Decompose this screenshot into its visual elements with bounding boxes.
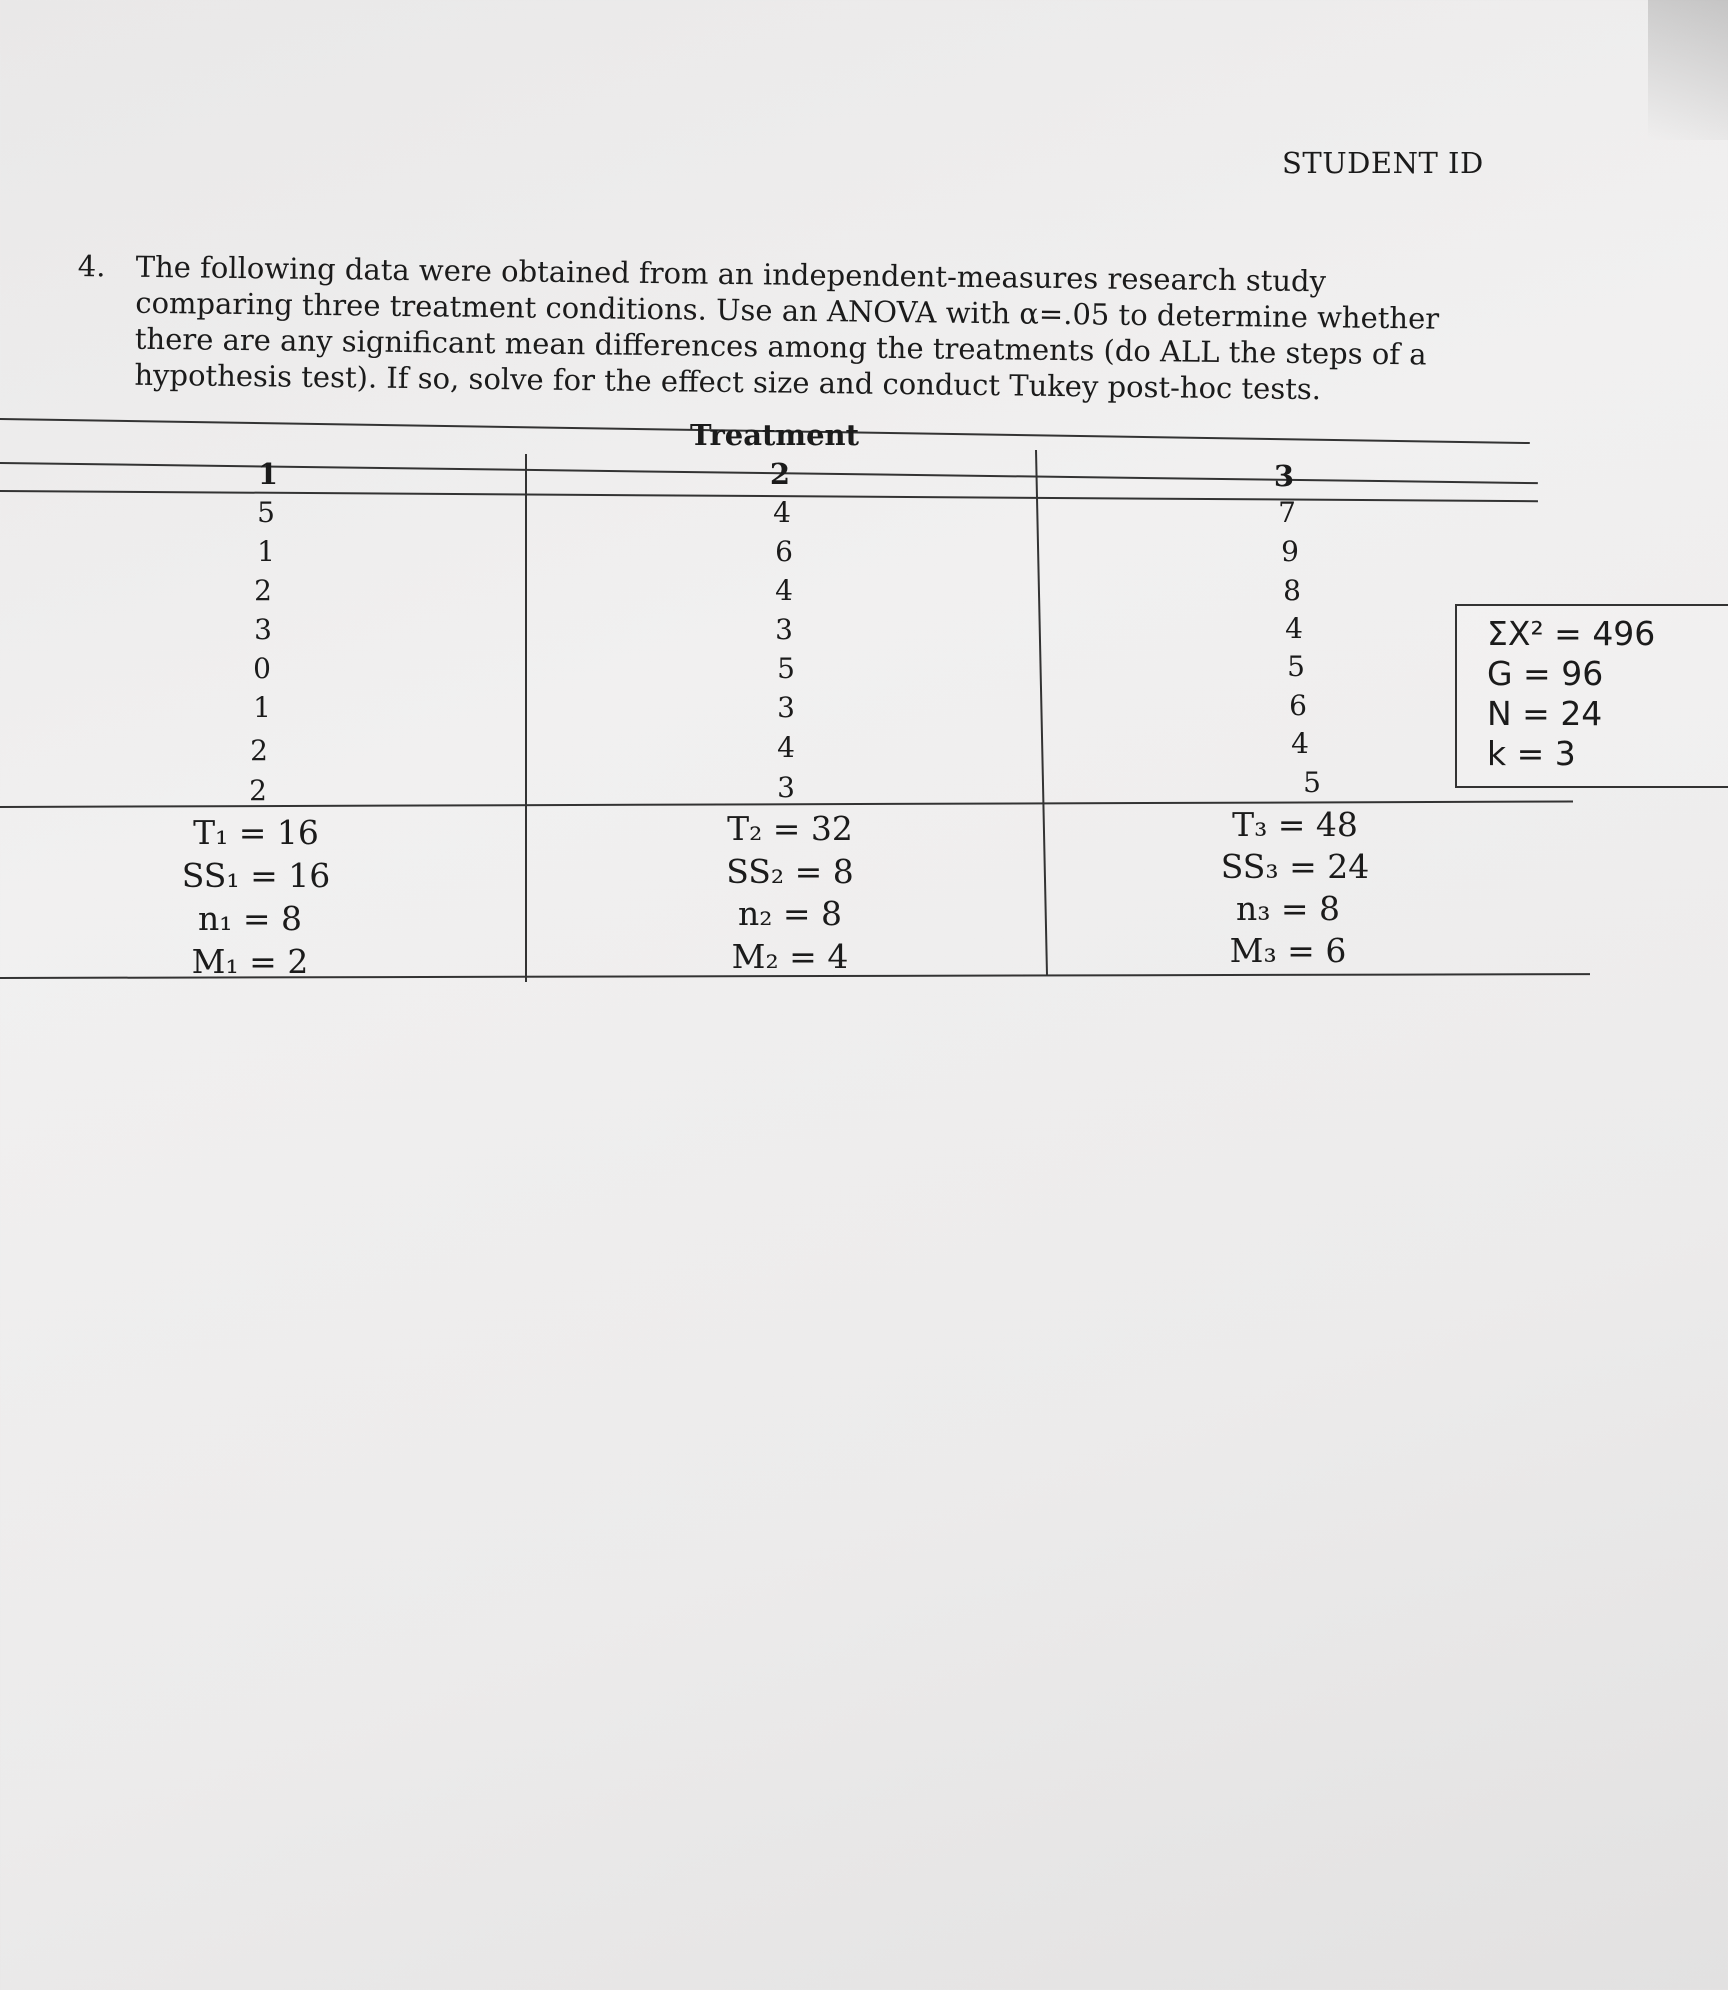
column-header-2: 2	[769, 457, 791, 491]
mean-t3: M₃ = 6	[1229, 931, 1347, 970]
score-t2-r3: 4	[775, 574, 793, 607]
question-text	[134, 249, 1576, 411]
score-t1-r3: 2	[254, 574, 272, 607]
score-t2-r8: 3	[777, 771, 795, 804]
score-t1-r1: 5	[257, 496, 275, 529]
table-title: Treatment	[690, 418, 860, 452]
score-t1-r6: 1	[253, 691, 271, 724]
score-t1-r5: 0	[253, 652, 271, 685]
column-divider-1	[525, 454, 527, 982]
sum-x-squared: ΣX² = 496	[1487, 614, 1656, 653]
column-header-1: 1	[257, 457, 279, 491]
summary-box	[1455, 604, 1728, 788]
score-t1-r7: 2	[250, 734, 268, 767]
score-t2-r2: 6	[775, 535, 793, 568]
score-t3-r7: 4	[1291, 727, 1309, 760]
score-t3-r6: 6	[1289, 689, 1307, 722]
n-t1: n₁ = 8	[197, 899, 303, 938]
mean-t2: M₂ = 4	[731, 937, 849, 976]
mean-t1: M₁ = 2	[191, 942, 309, 981]
question-line-2: comparing three treatment conditions. Use an ANOVA with α=.05 to determine whether	[135, 285, 1440, 336]
n-t2: n₂ = 8	[737, 894, 843, 933]
total-n: N = 24	[1487, 694, 1603, 733]
score-t3-r1: 7	[1278, 496, 1296, 529]
num-treatments: k = 3	[1487, 734, 1576, 773]
score-t3-r4: 4	[1285, 612, 1303, 645]
score-t1-r8: 2	[249, 774, 267, 807]
student-id-label: STUDENT ID	[1282, 146, 1484, 180]
question-line-1: The following data were obtained from an independent-measures research study	[135, 249, 1327, 299]
question-number: 4.	[77, 248, 106, 284]
total-t3: T₃ = 48	[1232, 805, 1358, 844]
score-t2-r7: 4	[777, 731, 795, 764]
total-t2: T₂ = 32	[727, 809, 853, 848]
score-t2-r1: 4	[773, 496, 791, 529]
score-t2-r6: 3	[777, 691, 795, 724]
ss-t2: SS₂ = 8	[726, 852, 854, 891]
ss-t3: SS₃ = 24	[1220, 847, 1370, 886]
total-t1: T₁ = 16	[193, 813, 319, 852]
question-4	[77, 248, 1518, 407]
score-t3-r8: 5	[1303, 766, 1321, 799]
n-t3: n₃ = 8	[1235, 889, 1341, 928]
score-t1-r4: 3	[254, 613, 272, 646]
score-t3-r3: 8	[1283, 574, 1301, 607]
score-t2-r5: 5	[777, 652, 795, 685]
page-corner-shadow	[1648, 0, 1728, 140]
grand-total: G = 96	[1487, 654, 1604, 693]
score-t2-r4: 3	[775, 613, 793, 646]
column-divider-2	[1035, 450, 1048, 976]
column-header-3: 3	[1273, 459, 1295, 493]
score-t3-r5: 5	[1287, 650, 1305, 683]
score-t1-r2: 1	[257, 535, 275, 568]
score-t3-r2: 9	[1281, 535, 1299, 568]
question-line-4: hypothesis test). If so, solve for the effect size and conduct Tukey post-hoc tests.	[134, 357, 1322, 407]
ss-t1: SS₁ = 16	[181, 856, 331, 895]
question-line-3: there are any significant mean differences among the treatments (do ALL the steps of a	[134, 321, 1427, 372]
